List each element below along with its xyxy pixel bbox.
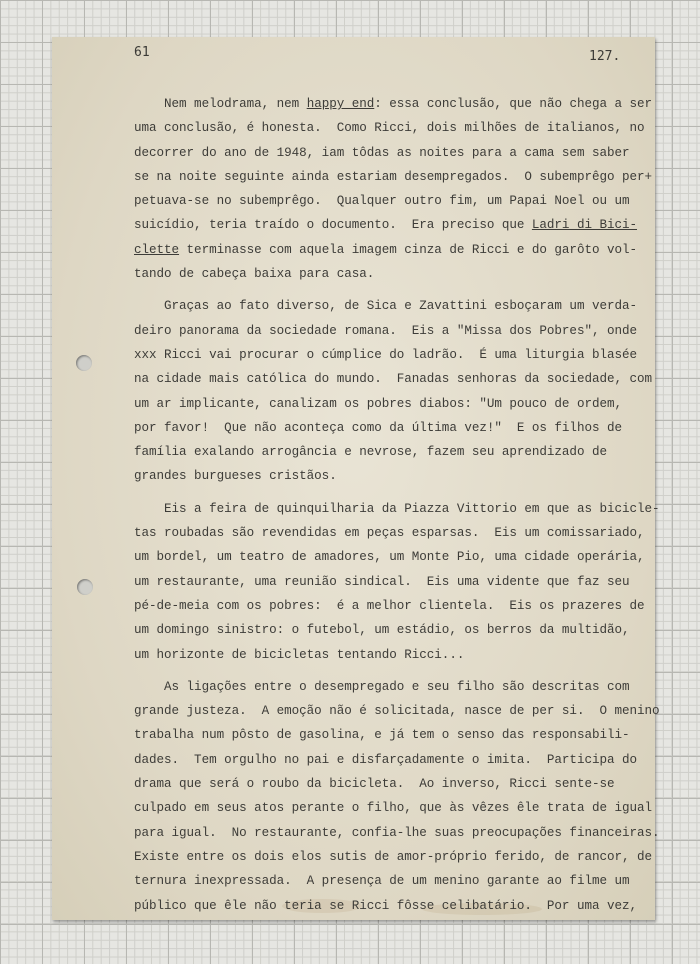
text-segment: deiro panorama da sociedade romana. Eis a "Missa dos Pobres", onde	[134, 323, 638, 338]
text-line	[134, 521, 645, 545]
text-segment: Existe entre os dois elos sutis de amor-próprio ferido, de rancor, de	[134, 849, 653, 864]
text-segment: Graças ao fato diverso, de Sica e Zavattini esboçaram um verda-	[134, 299, 638, 314]
text-segment: drama que será o roubo da bicicleta. Ao inverso, Ricci sente-se	[134, 777, 615, 792]
text-line	[134, 319, 638, 343]
text-segment: tando de cabeça baixa para casa.	[134, 267, 375, 282]
text-line	[134, 570, 634, 594]
text-line	[134, 796, 653, 820]
paragraph	[134, 92, 653, 286]
text-segment: suicídio, teria traído o documento. Era preciso que	[134, 218, 532, 233]
text-segment: grandes burgueses cristãos.	[134, 469, 337, 484]
text-line	[134, 367, 653, 391]
body-text	[134, 92, 660, 926]
text-line	[134, 392, 634, 416]
text-segment: ternura inexpressada. A presença de um menino garante ao filme um	[134, 874, 630, 889]
text-segment: trabalha num pôsto de gasolina, e já tem o senso das responsabili-	[134, 728, 630, 743]
text-segment: decorrer do ano de 1948, iam tôdas as noites para a cama sem saber	[134, 145, 630, 160]
text-segment: dades. Tem orgulho no pai e disfarçadamente o imita. Participa do	[134, 752, 638, 767]
text-segment: uma conclusão, é honesta. Como Ricci, dois milhões de italianos, no	[134, 121, 645, 136]
punch-hole-top	[76, 355, 92, 371]
text-line	[134, 894, 638, 918]
text-line	[134, 464, 634, 488]
text-segment: tas roubadas são revendidas em peças esparsas. Eis um comissariado,	[134, 526, 645, 541]
text-segment: Eis a feira de quinquilharia da Piazza Vittorio em que as bicicle-	[134, 501, 660, 516]
text-segment: por favor! Que não aconteça como da última vez!" E os filhos de	[134, 420, 622, 435]
typewritten-page	[52, 37, 660, 920]
text-segment: Nem melodrama, nem	[134, 97, 307, 111]
text-segment: As ligações entre o desempregado e seu filho são descritas com	[134, 679, 630, 694]
text-line	[134, 723, 634, 747]
text-segment: família exalando arrogância e nevrose, fazem seu aprendizado de	[134, 445, 607, 460]
text-line	[134, 440, 634, 464]
text-line	[134, 643, 634, 667]
text-line	[134, 92, 653, 116]
page-number-right: 127.	[589, 49, 621, 64]
text-line	[134, 594, 645, 618]
text-line	[134, 189, 634, 213]
text-line	[134, 262, 634, 286]
text-line	[134, 821, 660, 845]
text-line	[134, 497, 660, 521]
text-line	[134, 165, 653, 189]
text-segment: grande justeza. A emoção não é solicitada, nasce de per si. O menino	[134, 704, 660, 719]
text-line	[134, 748, 638, 772]
text-segment: na cidade mais católica do mundo. Fanadas senhoras da sociedade, com	[134, 372, 653, 387]
text-line	[134, 618, 634, 642]
text-segment: : essa conclusão, que não chega a ser	[374, 97, 653, 111]
text-segment: xxx Ricci vai procurar o cúmplice do ladrão. É uma liturgia blasée	[134, 347, 638, 362]
underlined-title: Ladri di Bici-	[531, 218, 638, 233]
paragraph	[134, 497, 660, 667]
text-line	[134, 238, 638, 262]
text-segment: pé-de-meia com os pobres: é a melhor clientela. Eis os prazeres de	[134, 598, 645, 613]
text-segment: um domingo sinistro: o futebol, um estádio, os berros da multidão,	[134, 623, 630, 638]
page-number-left: 61	[134, 45, 150, 60]
underlined-title: clette	[134, 242, 180, 257]
text-line	[134, 213, 638, 237]
text-segment: um horizonte de bicicletas tentando Ricci...	[134, 647, 465, 662]
text-segment: culpado em seus atos perante o filho, que às vêzes êle trata de igual	[134, 801, 653, 816]
text-segment: terminasse com aquela imagem cinza de Ricci e do garôto vol-	[179, 242, 638, 257]
text-line	[134, 772, 634, 796]
underlined-title: happy end	[306, 97, 375, 111]
punch-hole-bottom	[77, 579, 93, 595]
text-line	[134, 343, 638, 367]
text-line	[134, 294, 638, 318]
paragraph	[134, 675, 660, 918]
text-segment: para igual. No restaurante, confia-lhe suas preocupações financeiras.	[134, 825, 660, 840]
text-segment: público que êle não teria se Ricci fôsse celibatário. Por uma vez,	[134, 898, 638, 913]
text-line	[134, 116, 645, 140]
text-line	[134, 141, 634, 165]
text-segment: petuava-se no subemprêgo. Qualquer outro fim, um Papai Noel ou um	[134, 194, 630, 209]
text-segment: um restaurante, uma reunião sindical. Eis uma vidente que faz seu	[134, 574, 630, 589]
text-segment: um bordel, um teatro de amadores, um Monte Pio, uma cidade operária,	[134, 550, 645, 565]
text-segment: um ar implicante, canalizam os pobres diabos: "Um pouco de ordem,	[134, 396, 622, 411]
text-segment: se na noite seguinte ainda estariam desempregados. O subemprêgo per+	[134, 169, 653, 184]
text-line	[134, 699, 660, 723]
text-line	[134, 416, 634, 440]
paragraph	[134, 294, 653, 488]
text-line	[134, 869, 634, 893]
text-line	[134, 845, 653, 869]
text-line	[134, 545, 645, 569]
text-line	[134, 675, 634, 699]
